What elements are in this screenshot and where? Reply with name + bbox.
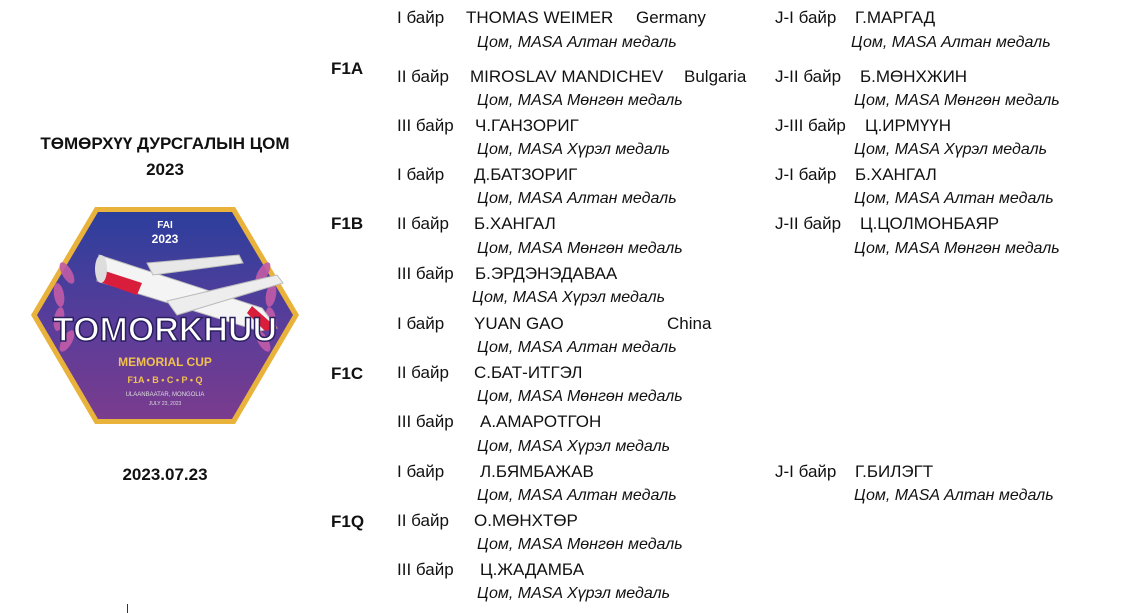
event-title [20, 131, 310, 183]
result-award: Цом, MASA Мөнгөн медаль [477, 536, 683, 553]
junior-name: Б.ХАНГАЛ [855, 165, 937, 184]
junior-name: Г.МАРГАД [855, 8, 936, 27]
category-f1c: F1C [331, 364, 364, 383]
result-award: Цом, MASA Хүрэл медаль [477, 585, 670, 602]
result-place: II байр [397, 511, 449, 530]
result-award: Цом, MASA Хүрэл медаль [472, 289, 665, 306]
result-place: III байр [397, 412, 454, 431]
result-country: Bulgaria [684, 67, 747, 86]
result-name: Д.БАТЗОРИГ [474, 165, 578, 184]
result-name: MIROSLAV MANDICHEV [470, 67, 664, 86]
result-place: I байр [397, 165, 445, 184]
junior-award: Цом, MASA Алтан медаль [854, 487, 1054, 504]
result-name: С.БАТ-ИТГЭЛ [474, 363, 583, 382]
junior-award: Цом, MASA Алтан медаль [854, 190, 1054, 207]
event-title-line2: 2023 [146, 160, 184, 179]
junior-name: Б.МӨНХЖИН [860, 67, 968, 86]
result-place: III байр [397, 560, 454, 579]
junior-place: J-I байр [775, 462, 837, 481]
result-name: Л.БЯМБАЖАВ [480, 462, 594, 481]
result-award: Цом, MASA Алтан медаль [477, 34, 677, 51]
junior-award: Цом, MASA Мөнгөн медаль [854, 92, 1060, 109]
junior-place: J-II байр [775, 67, 842, 86]
result-country: Germany [636, 8, 706, 27]
logo-date-text: JULY 23, 2023 [148, 401, 182, 407]
result-award: Цом, MASA Алтан медаль [477, 190, 677, 207]
result-award: Цом, MASA Хүрэл медаль [477, 438, 670, 455]
result-name: А.АМАРОТГОН [480, 412, 602, 431]
result-place: III байр [397, 264, 454, 283]
junior-name: Ц.ИРМҮҮН [865, 116, 952, 135]
result-name: THOMAS WEIMER [466, 8, 614, 27]
junior-award: Цом, MASA Алтан медаль [851, 34, 1051, 51]
junior-name: Ц.ЦОЛМОНБАЯР [860, 214, 1000, 233]
result-award: Цом, MASA Мөнгөн медаль [477, 92, 683, 109]
result-name: YUAN GAO [474, 314, 564, 333]
result-award: Цом, MASA Мөнгөн медаль [477, 240, 683, 257]
result-place: II байр [397, 363, 449, 382]
event-date: 2023.07.23 [122, 465, 208, 484]
result-name: О.МӨНХТӨР [474, 511, 578, 530]
result-place: III байр [397, 116, 454, 135]
category-f1b: F1B [331, 214, 364, 233]
logo-place-text: ULAANBAATAR, MONGOLIA [125, 392, 205, 398]
tomorkhuu-cup-logo [27, 203, 303, 428]
result-country: China [667, 314, 712, 333]
logo-fai-text: FAI [157, 220, 173, 231]
result-award: Цом, MASA Алтан медаль [477, 339, 677, 356]
junior-name: Г.БИЛЭГТ [855, 462, 934, 481]
result-award: Цом, MASA Алтан медаль [477, 487, 677, 504]
result-place: II байр [397, 214, 449, 233]
junior-award: Цом, MASA Хүрэл медаль [854, 141, 1047, 158]
category-f1q: F1Q [331, 512, 365, 531]
result-name: Ч.ГАНЗОРИГ [475, 116, 579, 135]
result-place: II байр [397, 67, 449, 86]
result-place: I байр [397, 8, 445, 27]
result-place: I байр [397, 314, 445, 333]
result-name: Ц.ЖАДАМБА [480, 560, 585, 579]
junior-place: J-I байр [775, 8, 837, 27]
event-title-line1: ТӨМӨРХҮҮ ДУРСГАЛЫН ЦОМ [40, 134, 290, 153]
logo-year-text: 2023 [151, 232, 179, 246]
junior-award: Цом, MASA Мөнгөн медаль [854, 240, 1060, 257]
result-place: I байр [397, 462, 445, 481]
result-name: Б.ЭРДЭНЭДАВАА [475, 264, 618, 283]
logo-cup-text: MEMORIAL CUP [118, 355, 212, 369]
junior-place: J-I байр [775, 165, 837, 184]
result-award: Цом, MASA Хүрэл медаль [477, 141, 670, 158]
category-f1a: F1A [331, 59, 364, 78]
result-name: Б.ХАНГАЛ [474, 214, 556, 233]
logo-name-text: TOMORKHUU [52, 311, 278, 349]
result-award: Цом, MASA Мөнгөн медаль [477, 388, 683, 405]
junior-place: J-III байр [775, 116, 846, 135]
logo-classes-text: F1A • B • C • P • Q [127, 375, 203, 385]
junior-place: J-II байр [775, 214, 842, 233]
text-cursor [127, 604, 128, 613]
